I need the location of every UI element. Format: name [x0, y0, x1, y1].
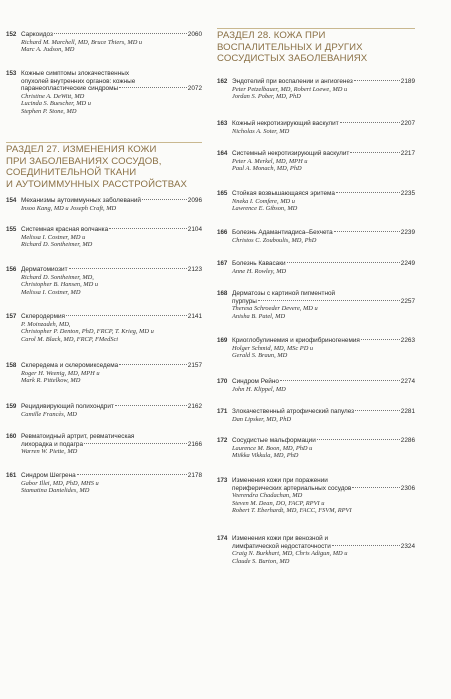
chapter-number: 171 [217, 408, 228, 415]
chapter-title: Ревматоидный артрит, ревматическая [21, 433, 135, 440]
chapter-authors: Carol M. Black, MD, FRCP, FMedSci [21, 335, 119, 343]
chapter-authors: Melissa I. Costner, MD и [21, 233, 86, 241]
chapter-title: Системный некротизирующий васкулит [232, 150, 350, 157]
page-number: 2324 [400, 542, 415, 550]
chapter-authors: Stamatina Danielides, MD [21, 487, 90, 495]
chapter-title: Механизмы аутоиммунных заболеваний [21, 197, 141, 204]
chapter-authors: Christine A. DeWitt, MD [21, 92, 85, 100]
section-rule [217, 28, 415, 29]
page-number: 2217 [400, 150, 415, 157]
chapter-authors: Laurence M. Boon, MD, PhD и [232, 444, 313, 452]
chapter-title: Злокачественный атрофический папулез [232, 408, 355, 415]
chapter-authors: Richard M. Marchell, MD, Bruce Thiers, MD и [21, 38, 143, 46]
chapter-authors: Marc A. Judson, MD [21, 46, 75, 54]
chapter-number: 167 [217, 260, 228, 267]
chapter-number: 152 [6, 31, 17, 38]
chapter-number: 155 [6, 226, 17, 233]
chapter-title: Криоглобулинемия и криофибриногенемия [232, 337, 360, 344]
chapter-authors: John H. Klippel, MD [232, 385, 286, 393]
chapter-number: 157 [6, 313, 17, 320]
chapter-authors: Peter Petzelbauer, MD, Robert Loewe, MD и [232, 85, 348, 93]
chapter-title: Кожные симптомы злокачественных [21, 70, 130, 77]
chapter-title: Стойкая возвышающаяся эритема [232, 190, 335, 197]
chapter-authors: Anisha B. Patel, MD [232, 312, 286, 320]
page-number: 2166 [187, 440, 202, 448]
chapter-authors: Dan Lipsker, MD, PhD [232, 415, 292, 423]
chapter-authors: Mark R. Pittelkow, MD [21, 377, 81, 385]
page-number: 2178 [187, 472, 202, 479]
chapter-authors: Paul A. Monach, MD, PhD [232, 165, 302, 173]
chapter-authors: Melissa I. Costner, MD [21, 288, 81, 296]
page-number: 2235 [400, 190, 415, 197]
chapter-number: 166 [217, 229, 228, 236]
chapter-number: 156 [6, 266, 17, 273]
chapter-title: Рецидивирующий полихондрит [21, 403, 114, 410]
page-number: 2274 [400, 378, 415, 385]
page-number: 2257 [400, 297, 415, 305]
chapter-title: опухолей внутренних органов: кожные [21, 77, 136, 85]
chapter-number: 158 [6, 362, 17, 369]
chapter-title: Склеродермия [21, 313, 65, 320]
chapter-authors: Robert T. Eberhardt, MD, FACC, FSVM, RPVI [232, 507, 352, 515]
chapter-number: 162 [217, 78, 228, 85]
chapter-number: 160 [6, 433, 17, 440]
chapter-title: Изменения кожи при поражении [232, 477, 328, 484]
page-number: 2123 [187, 266, 202, 273]
chapter-number: 164 [217, 150, 228, 157]
chapter-number: 172 [217, 437, 228, 444]
chapter-authors: Peter A. Merkel, MD, MPH и [232, 157, 308, 165]
chapter-title: Синдром Рейно [232, 378, 279, 385]
chapter-title: Эндотелий при воспалении и ангиогенез [232, 78, 353, 85]
chapter-authors: Camille Francès, MD [21, 410, 77, 418]
chapter-title: пурпуры [232, 297, 257, 305]
page-number: 2157 [187, 362, 202, 369]
page-number: 2239 [400, 229, 415, 236]
page-number: 2096 [187, 197, 202, 204]
chapter-title: Кожный некротизирующий васкулит [232, 120, 339, 127]
chapter-title: лимфатической недостаточности [232, 542, 331, 550]
chapter-authors: Richard D. Sontheimer, MD [21, 241, 93, 249]
page-number: 2249 [400, 260, 415, 267]
chapter-number: 168 [217, 290, 228, 297]
chapter-number: 153 [6, 70, 17, 77]
chapter-authors: Gerald S. Braun, MD [232, 352, 288, 360]
chapter-title: Сосудистые мальформации [232, 437, 316, 444]
chapter-number: 161 [6, 472, 17, 479]
chapter-authors: Miikka Vikkula, MD, PhD [232, 452, 299, 460]
section-heading-28: РАЗДЕЛ 28. КОЖА ПРИ ВОСПАЛИТЕЛЬНЫХ И ДРУГИХ СОСУДИСТЫХ ЗАБОЛЕВАНИЯХ [217, 30, 368, 65]
chapter-authors: Gabor Illei, MD, PhD, MHS и [21, 479, 99, 487]
page-number: 2060 [187, 31, 202, 38]
chapter-authors: Christos C. Zouboulis, MD, PhD [232, 236, 317, 244]
chapter-authors: Holger Schmid, MD, MSc PD и [232, 344, 314, 352]
chapter-authors: Veerendra Chadachan, MD [232, 492, 303, 500]
page-number: 2207 [400, 120, 415, 127]
chapter-number: 169 [217, 337, 228, 344]
section-rule [6, 142, 202, 143]
chapter-number: 159 [6, 403, 17, 410]
chapter-number: 174 [217, 535, 228, 542]
chapter-title: Болезнь Адамантиадиса–Бехчета [232, 229, 333, 236]
chapter-authors: P. Moinzadeh, MD, [21, 320, 71, 328]
chapter-title: Дерматомиозит [21, 266, 68, 273]
chapter-title: Дерматозы с картиной пигментной [232, 290, 336, 297]
chapter-authors: Roger H. Weenig, MD, MPH и [21, 369, 100, 377]
chapter-authors: Steven M. Dean, DO, FACP, RPVI и [232, 499, 325, 507]
chapter-title: Саркоидоз [21, 31, 53, 38]
chapter-authors: Richard D. Sontheimer, MD, [21, 273, 94, 281]
page-number: 2189 [400, 78, 415, 85]
chapter-number: 154 [6, 197, 17, 204]
chapter-authors: Craig N. Burkhart, MD, Chris Adigun, MD и [232, 550, 348, 558]
chapter-title: паранеопластические синдромы [21, 85, 119, 93]
chapter-authors: Claude S. Burton, MD [232, 557, 290, 565]
chapter-authors: Lucinda S. Buescher, MD и [21, 100, 91, 108]
chapter-title: Болезнь Кавасаки [232, 260, 286, 267]
chapter-title: Системная красная волчанка [21, 226, 109, 233]
page-number: 2281 [400, 408, 415, 415]
page-number: 2306 [400, 484, 415, 492]
chapter-title: Изменения кожи при венозной и [232, 535, 329, 542]
chapter-authors: Jordan S. Pober, MD, PhD [232, 93, 301, 101]
chapter-title: периферических артериальных сосудов [232, 484, 352, 492]
chapter-number: 165 [217, 190, 228, 197]
chapter-number: 173 [217, 477, 228, 484]
chapter-authors: Insoo Kang, MD и Joseph Craft, MD [21, 204, 117, 212]
page-number: 2162 [187, 403, 202, 410]
page-number: 2072 [187, 85, 202, 93]
chapter-authors: Anne H. Rowley, MD [232, 267, 287, 275]
chapter-authors: Stephen P. Stone, MD [21, 107, 77, 115]
page-number: 2104 [187, 226, 202, 233]
chapter-authors: Theresa Schroeder Devere, MD и [232, 305, 318, 313]
chapter-title: Синдром Шегрена [21, 472, 76, 479]
chapter-authors: Christopher B. Hansen, MD и [21, 281, 99, 289]
page-number: 2141 [187, 313, 202, 320]
chapter-authors: Warren W. Piette, MD [21, 448, 78, 456]
chapter-title: лихорадка и подагра [21, 440, 84, 448]
chapter-title: Склередема и склеромикседема [21, 362, 119, 369]
page-number: 2286 [400, 437, 415, 444]
chapter-authors: Christopher P. Denton, PhD, FRCP, T. Krieg, MD и [21, 328, 154, 336]
page-number: 2263 [400, 337, 415, 344]
chapter-number: 170 [217, 378, 228, 385]
chapter-number: 163 [217, 120, 228, 127]
chapter-authors: Nicholas A. Soter, MD [232, 127, 290, 135]
chapter-authors: Nneka I. Comfere, MD и [232, 197, 295, 205]
section-heading-27: РАЗДЕЛ 27. ИЗМЕНЕНИЯ КОЖИ ПРИ ЗАБОЛЕВАНИЯХ СОСУДОВ, СОЕДИНИТЕЛЬНОЙ ТКАНИ И АУТОИММУННЫХ РАССТРОЙСТВАХ [6, 144, 187, 190]
chapter-authors: Lawrence E. Gibson, MD [232, 205, 298, 213]
